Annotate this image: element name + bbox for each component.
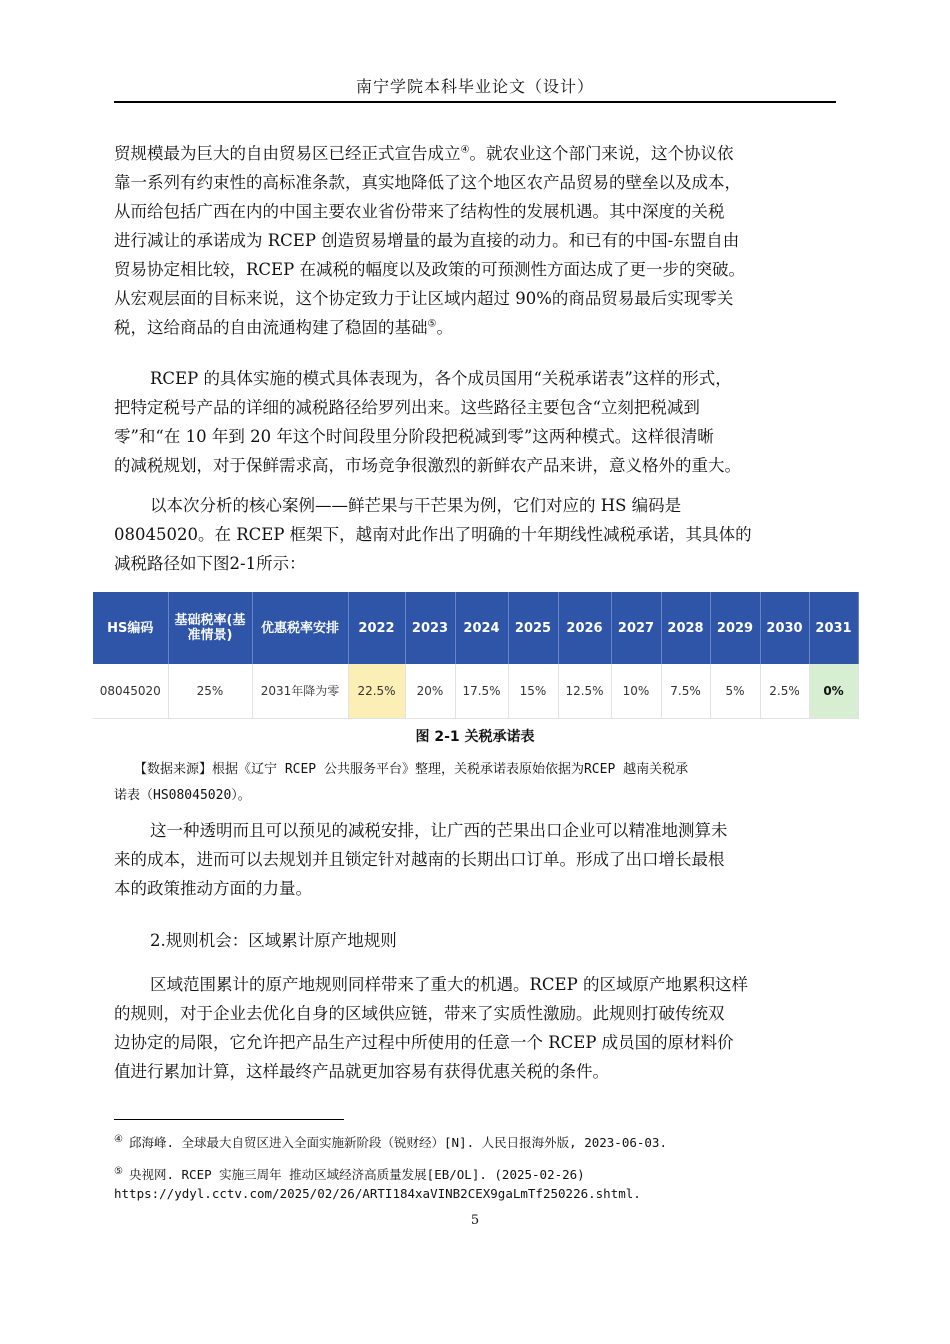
p2-line-3: 零”和“在 10 年到 20 年这个时间段里分阶段把税减到零”这两种模式。这样很清晰 — [114, 427, 714, 446]
footnote-4 — [114, 1130, 874, 1152]
footnote-4-mark: ④ — [114, 1134, 123, 1145]
p1-line-1: 贸规模最为巨大的自由贸易区已经正式宣告成立④。就农业这个部门来说，这个协议依 — [114, 144, 734, 163]
th-preferential: 优惠税率安排 — [252, 592, 348, 664]
td-2029: 5% — [710, 664, 760, 719]
th-2025: 2025 — [508, 592, 558, 664]
th-2023: 2023 — [405, 592, 455, 664]
footnote-ref-5[interactable]: ⑤ — [427, 318, 437, 330]
source-line-1: 【数据来源】根据《辽宁 RCEP 公共服务平台》整理，关税承诺表原始依据为RCEP 越南关税承 — [134, 762, 689, 777]
th-base-rate: 基础税率(基准情景) — [168, 592, 252, 664]
section-subheading — [114, 926, 836, 955]
p3-line-3: 减税路径如下图2-1所示： — [114, 554, 306, 573]
td-2031: 0% — [809, 664, 858, 719]
p2-line-2: 把特定税号产品的详细的减税路径给罗列出来。这些路径主要包含“立刻把税减到 — [114, 398, 700, 417]
td-preferential: 2031年降为零 — [252, 664, 348, 719]
paragraph-2 — [114, 364, 836, 480]
footnote-5-mark: ⑤ — [114, 1166, 123, 1177]
footnote-5-text: 央视网. RCEP 实施三周年 推动区域经济高质量发展[EB/OL]. (2025-02-26) — [128, 1167, 585, 1183]
p1-line-6: 从宏观层面的目标来说，这个协定致力于让区域内超过 90%的商品贸易最后实现零关 — [114, 289, 734, 308]
page-header-title: 南宁学院本科毕业论文（设计） — [355, 77, 594, 96]
th-2024: 2024 — [455, 592, 508, 664]
footnote-ref-4[interactable]: ④ — [460, 144, 470, 156]
th-2029: 2029 — [710, 592, 760, 664]
paragraph-5 — [114, 970, 836, 1086]
figure-caption: 图 2-1 关税承诺表 — [415, 729, 535, 745]
p4-line-3: 本的政策推动方面的力量。 — [114, 879, 312, 898]
table-header-row — [93, 592, 858, 664]
td-2024: 17.5% — [455, 664, 508, 719]
td-2023: 20% — [405, 664, 455, 719]
th-2028: 2028 — [661, 592, 710, 664]
footnote-5 — [114, 1162, 874, 1203]
footnote-separator — [114, 1119, 344, 1120]
td-2025: 15% — [508, 664, 558, 719]
p5-line-4: 值进行累加计算，这样最终产品就更加容易有获得优惠关税的条件。 — [114, 1062, 609, 1081]
th-hs-code: HS编码 — [93, 592, 168, 664]
th-2026: 2026 — [558, 592, 611, 664]
header-rule — [114, 101, 836, 103]
tariff-commitment-table — [93, 592, 859, 719]
td-2022: 22.5% — [348, 664, 405, 719]
p1-line-7: 税，这给商品的自由流通构建了稳固的基础⑤。 — [114, 318, 453, 337]
td-hs-code: 08045020 — [93, 664, 168, 719]
th-2027: 2027 — [611, 592, 661, 664]
td-2028: 7.5% — [661, 664, 710, 719]
p2-line-4: 的减税规划，对于保鲜需求高，市场竞争很激烈的新鲜农产品来讲，意义格外的重大。 — [114, 456, 741, 475]
th-2030: 2030 — [760, 592, 809, 664]
td-2026: 12.5% — [558, 664, 611, 719]
paragraph-1 — [114, 139, 836, 342]
p1-line-2: 靠一系列有约束性的高标准条款，真实地降低了这个地区农产品贸易的壁垒以及成本， — [114, 173, 741, 192]
p1-line-5: 贸易协定相比较，RCEP 在减税的幅度以及政策的可预测性方面达成了更一步的突破。 — [114, 260, 745, 279]
p3-line-1: 以本次分析的核心案例——鲜芒果与干芒果为例，它们对应的 HS 编码是 — [150, 496, 682, 515]
p4-line-2: 来的成本，进而可以去规划并且锁定针对越南的长期出口订单。形成了出口增长最根 — [114, 850, 725, 869]
data-source-note — [114, 757, 836, 809]
th-2031: 2031 — [809, 592, 858, 664]
p4-line-1: 这一种透明而且可以预见的减税安排，让广西的芒果出口企业可以精准地测算未 — [150, 821, 728, 840]
p5-line-1: 区域范围累计的原产地规则同样带来了重大的机遇。RCEP 的区域原产地累积这样 — [150, 975, 748, 994]
paragraph-3 — [114, 491, 836, 578]
td-2027: 10% — [611, 664, 661, 719]
p1-line-4: 进行减让的承诺成为 RCEP 创造贸易增量的最为直接的动力。和已有的中国-东盟自由 — [114, 231, 740, 250]
footnote-5-url[interactable]: https://ydyl.cctv.com/2025/02/26/ARTI184xaVINB2CEX9gaLmTf250226.shtml. — [114, 1186, 641, 1202]
table-row — [93, 664, 858, 719]
p5-line-2: 的规则，对于企业去优化自身的区域供应链，带来了实质性激励。此规则打破传统双 — [114, 1004, 725, 1023]
source-line-2: 诺表（HS08045020）。 — [114, 788, 251, 803]
td-base-rate: 25% — [168, 664, 252, 719]
p1-line-3: 从而给包括广西在内的中国主要农业省份带来了结构性的发展机遇。其中深度的关税 — [114, 202, 725, 221]
footnote-4-text: 邱海峰. 全球最大自贸区进入全面实施新阶段（锐财经）[N]. 人民日报海外版, 2023-06-03. — [128, 1135, 667, 1151]
th-2022: 2022 — [348, 592, 405, 664]
paragraph-4 — [114, 816, 836, 903]
td-2030: 2.5% — [760, 664, 809, 719]
p3-line-2: 08045020。在 RCEP 框架下，越南对此作出了明确的十年期线性减税承诺，其具体的 — [114, 525, 752, 544]
subheading-text: 2.规则机会：区域累计原产地规则 — [150, 931, 397, 950]
p5-line-3: 边协定的局限，它允许把产品生产过程中所使用的任意一个 RCEP 成员国的原材料价 — [114, 1033, 734, 1052]
page-number: 5 — [470, 1213, 480, 1228]
p2-line-1: RCEP 的具体实施的模式具体表现为，各个成员国用“关税承诺表”这样的形式， — [150, 369, 732, 388]
